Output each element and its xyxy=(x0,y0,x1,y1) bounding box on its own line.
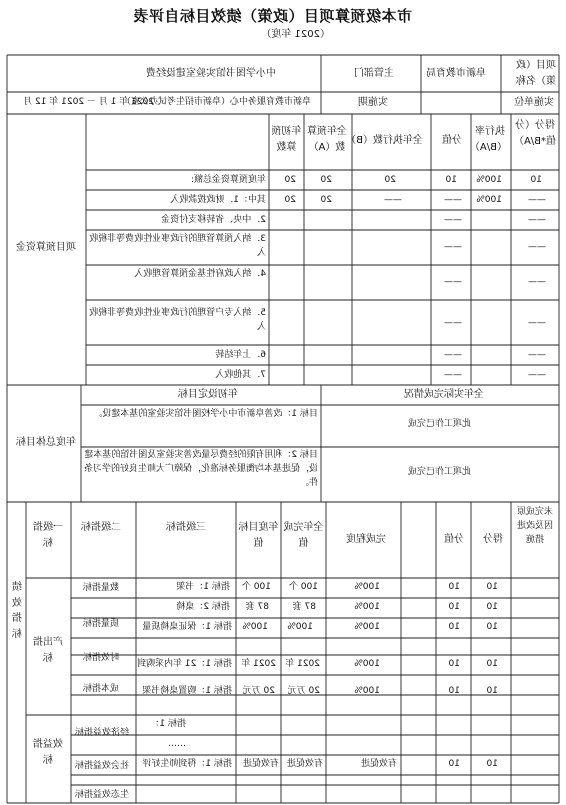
perf-header-target: 年度目标值 xyxy=(238,522,279,549)
goal-status: 此项工作已完成 xyxy=(407,419,471,429)
project-name-label: 项目（政策）名称 xyxy=(516,60,556,87)
perf-level3: 指标 1： xyxy=(150,719,186,729)
perf-header-score: 得分 xyxy=(483,534,503,545)
perf-actual: 87 套 xyxy=(292,602,316,612)
budget-cell: —— xyxy=(528,215,546,225)
perf-target: 100 个 xyxy=(241,582,271,592)
budget-cell: 10 xyxy=(530,175,542,185)
perf-level2: 经济效益指标 xyxy=(75,728,130,738)
budget-cell: —— xyxy=(528,242,546,252)
perf-level3: 指标 2：桌椅 xyxy=(176,602,230,612)
budget-cell: —— xyxy=(444,350,462,360)
unit-label: 实施单位 xyxy=(514,97,554,108)
perf-score-value: 10 xyxy=(448,622,460,632)
perf-score: 10 xyxy=(486,622,498,632)
period-value: 2021 年 1 月 － 2021 年 12 月 xyxy=(23,97,154,107)
budget-header-score: 得分（分值*B/A） xyxy=(513,120,557,147)
budget-cell: —— xyxy=(444,215,462,225)
budget-cell: —— xyxy=(444,195,462,205)
form-subtitle: （2021 年度） xyxy=(261,29,330,40)
perf-score-value: 10 xyxy=(448,659,460,669)
perf-output-label: 产出指标 xyxy=(33,637,63,664)
goal-target: 目标 2：利用有限的经费尽量改善实验室及图书馆的基本建设，促进基本均衡服务标准化，保障广大师生良好的学习条件。 xyxy=(83,450,318,488)
perf-rate: 100% xyxy=(354,659,380,669)
perf-level3: 指标 1：保证桌椅质量 xyxy=(142,622,232,632)
perf-target: 100% xyxy=(242,622,268,632)
goal-target: 目标 1：改善阜新市中小学校图书馆实验室的基本建设。 xyxy=(93,409,318,419)
perf-rate: 100% xyxy=(354,622,380,632)
perf-score-value: 10 xyxy=(448,582,460,592)
budget-row-label: 3．纳入预算管理的行政事业性收费等非税收入 xyxy=(89,234,266,258)
perf-level3: 指标 1：21 年内采购到 xyxy=(137,659,232,669)
dept-value: 阜新市教育局 xyxy=(426,68,486,79)
form-title: 市本级预算项目（政策）绩效目标自评表 xyxy=(132,7,412,25)
goal-status: 此项工作已完成 xyxy=(407,467,471,477)
perf-actual: 2021 年 xyxy=(285,659,320,669)
budget-row-label: 4．纳入政府性基金预算管理收入 xyxy=(134,269,266,279)
perf-score: 10 xyxy=(486,659,498,669)
budget-cell: 10 xyxy=(445,175,457,185)
budget-cell: 20 xyxy=(284,175,296,185)
budget-section-label: 项目预算资金 xyxy=(16,242,76,253)
budget-row-label: 5．纳入专户管理的行政事业性收费等非税收入 xyxy=(89,308,266,332)
budget-cell: 100% xyxy=(476,175,502,185)
budget-cell: —— xyxy=(384,195,402,205)
budget-cell: —— xyxy=(444,370,462,380)
perf-target: 20 万元 xyxy=(242,686,275,696)
perf-level2: 时效指标 xyxy=(83,653,120,663)
budget-cell: 20 xyxy=(320,195,332,205)
perf-actual: 有效促进 xyxy=(286,759,323,769)
perf-actual: 20 万元 xyxy=(287,686,320,696)
perf-header-reason: 未完成原因及改进措施 xyxy=(517,507,554,545)
perf-rate: 100% xyxy=(354,582,380,592)
budget-header-full-year: 全年预算数（A） xyxy=(307,126,347,153)
perf-level2: 质量指标 xyxy=(83,619,120,629)
budget-cell: 20 xyxy=(320,175,332,185)
perf-level2: 数量指标 xyxy=(83,583,120,593)
perf-level3: 指标 1：书架 xyxy=(176,582,230,592)
perf-rate: 100% xyxy=(354,686,380,696)
perf-rate: 有效促进 xyxy=(360,759,397,769)
budget-cell: —— xyxy=(528,195,546,205)
budget-row-label: 其中：1．财政拨款收入 xyxy=(170,195,266,205)
budget-row-label: 6．上年结转 xyxy=(215,350,266,360)
perf-header-level3: 三级指标 xyxy=(166,522,206,533)
dept-label: 主管部门 xyxy=(354,68,394,79)
perf-header-score-value: 分值 xyxy=(444,534,464,545)
goals-actual-header: 全年实际完成情况 xyxy=(404,389,484,400)
goals-section-label: 年度总体目标 xyxy=(16,437,76,448)
perf-score: 10 xyxy=(486,582,498,592)
budget-cell: —— xyxy=(528,318,546,328)
perf-actual: 100% xyxy=(287,622,313,632)
perf-level3: 指标 1：得到师生好评 xyxy=(142,759,232,769)
perf-level2: 成本指标 xyxy=(83,684,120,694)
perf-target: 87 套 xyxy=(245,602,269,612)
perf-side-label: 绩效指标 xyxy=(12,582,22,640)
perf-header-completion: 完成程度 xyxy=(346,534,386,545)
perf-score-value: 10 xyxy=(448,686,460,696)
budget-cell: —— xyxy=(444,277,462,287)
budget-cell: —— xyxy=(444,242,462,252)
perf-level2: 社会效益指标 xyxy=(75,761,130,771)
perf-score: 10 xyxy=(486,686,498,696)
budget-cell: 20 xyxy=(384,175,396,185)
project-name-value: 中小学图书馆实验室建设经费 xyxy=(146,68,276,79)
budget-cell: —— xyxy=(528,277,546,287)
perf-benefit-label: 效益指标 xyxy=(33,739,63,766)
budget-cell: 100% xyxy=(476,195,502,205)
perf-actual: 100 个 xyxy=(288,582,318,592)
budget-header-exec-rate: 执行率（B/A） xyxy=(469,126,507,153)
perf-score-value: 10 xyxy=(448,759,460,769)
perf-level2: 生态效益指标 xyxy=(75,790,130,800)
budget-row-label: 年度预算资金总额: xyxy=(190,175,266,185)
perf-score-value: 10 xyxy=(448,602,460,612)
budget-cell: —— xyxy=(528,350,546,360)
budget-cell: —— xyxy=(444,318,462,328)
budget-row-label: 2．中央、省转移支付资金 xyxy=(161,215,266,225)
budget-cell: 20 xyxy=(284,195,296,205)
perf-header-actual: 全年完成值 xyxy=(283,522,324,549)
perf-target: 2021 年 xyxy=(241,659,276,669)
perf-level3: …… xyxy=(168,739,186,749)
budget-header-exec: 全年执行数（B） xyxy=(346,135,423,146)
unit-value: 阜新市教育服务中心（阜新市招生考试办公室） xyxy=(121,97,311,107)
budget-row-label: 7．其他收入 xyxy=(215,370,266,380)
perf-score: 10 xyxy=(486,602,498,612)
budget-header-score-value: 分值 xyxy=(442,135,462,146)
perf-header-level2: 二级指标 xyxy=(81,522,121,533)
perf-level3: 指标 1：购置桌椅书架 xyxy=(142,686,232,696)
perf-score: 10 xyxy=(486,759,498,769)
budget-header-annual: 年初预算数 xyxy=(271,126,302,153)
perf-header-level1: 一级指标 xyxy=(33,522,63,549)
perf-rate: 100% xyxy=(354,602,380,612)
perf-target: 有效促进 xyxy=(242,759,279,769)
period-label: 实施期 xyxy=(358,97,388,108)
budget-cell: —— xyxy=(528,370,546,380)
goals-initial-header: 年初设定目标 xyxy=(178,389,238,400)
